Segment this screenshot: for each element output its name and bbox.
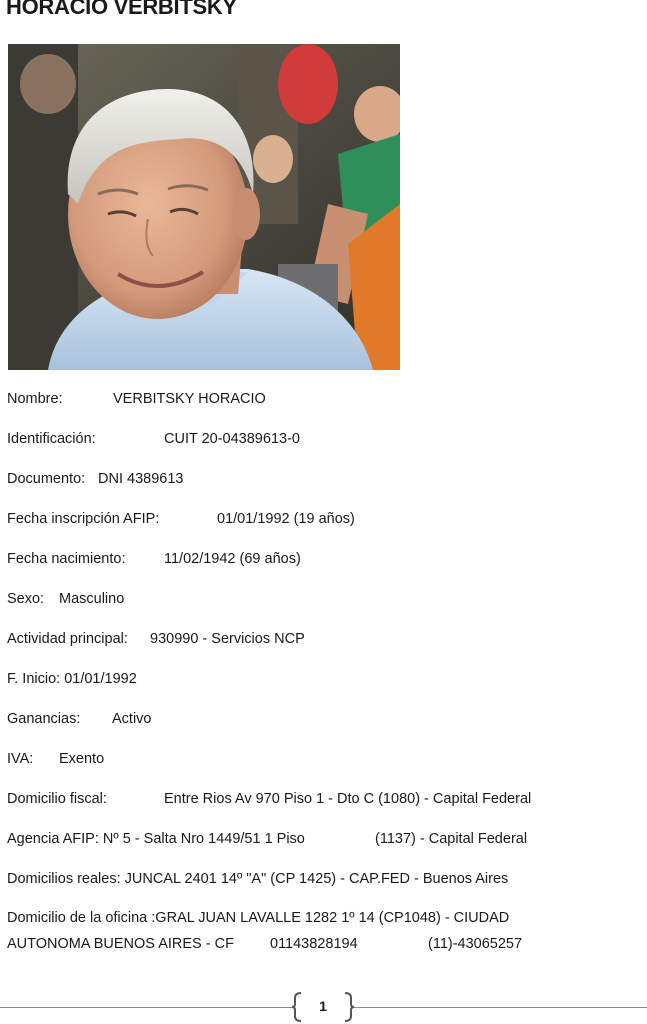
field-value: Masculino <box>59 591 125 607</box>
field-label: Domicilios reales: JUNCAL 2401 14º "A" (CP 1425) - CAP.FED - Buenos Aires <box>7 871 509 887</box>
field-nombre <box>7 390 266 408</box>
phone-number: 01143828194 <box>270 936 358 952</box>
field-value: Exento <box>59 751 105 767</box>
field-label: Ganancias: <box>7 711 81 727</box>
field-ganancias <box>7 710 152 728</box>
field-label: Agencia AFIP: Nº 5 - Salta Nro 1449/51 1 Piso <box>7 831 305 847</box>
field-documento <box>7 470 184 488</box>
field-value: CUIT 20-04389613-0 <box>164 431 300 447</box>
field-value: 930990 - Servicios NCP <box>150 631 305 647</box>
field-inicio <box>7 670 137 688</box>
field-fecha-inscripcion <box>7 510 355 528</box>
field-label: Documento: <box>7 471 86 487</box>
field-line: AUTONOMA BUENOS AIRES - CF <box>7 936 234 952</box>
field-label: Domicilio fiscal: <box>7 791 107 807</box>
phone-number: (11)-43065257 <box>428 936 523 952</box>
field-fecha-nacimiento <box>7 550 301 568</box>
field-label: Sexo: <box>7 591 45 607</box>
footer-rule-right <box>352 1007 647 1008</box>
field-domicilios-reales <box>7 870 508 888</box>
field-sexo <box>7 590 125 608</box>
field-value: 01/01/1992 (19 años) <box>217 511 355 527</box>
field-domicilio-oficina <box>7 909 509 927</box>
field-label: Identificación: <box>7 431 96 447</box>
field-label: Fecha nacimiento: <box>7 551 126 567</box>
field-value: 11/02/1942 (69 años) <box>164 551 301 567</box>
field-label: Actividad principal: <box>7 631 128 647</box>
footer-rule-left <box>0 1007 294 1008</box>
field-label: Nombre: <box>7 391 63 407</box>
field-value: Entre Rios Av 970 Piso 1 - Dto C (1080) - Capital Federal <box>164 791 532 807</box>
page-number: 1 <box>319 998 327 1014</box>
field-domicilio-fiscal <box>7 790 532 808</box>
field-label: F. Inicio: 01/01/1992 <box>7 671 137 687</box>
portrait-photo <box>8 44 400 370</box>
field-label: Fecha inscripción AFIP: <box>7 511 160 527</box>
field-domicilio-oficina-cont <box>7 935 523 953</box>
field-value: Activo <box>112 711 152 727</box>
field-label: IVA: <box>7 751 34 767</box>
field-value: VERBITSKY HORACIO <box>113 391 266 407</box>
field-iva <box>7 750 105 768</box>
field-agencia <box>7 830 528 848</box>
field-actividad <box>7 630 305 648</box>
field-line: Domicilio de la oficina :GRAL JUAN LAVALLE 1282 1º 14 (CP1048) - CIUDAD <box>7 910 510 926</box>
field-identificacion <box>7 430 300 448</box>
field-value: (1137) - Capital Federal <box>375 831 528 847</box>
page-title: HORACIO VERBITSKY <box>6 0 237 19</box>
field-value: DNI 4389613 <box>98 471 184 487</box>
